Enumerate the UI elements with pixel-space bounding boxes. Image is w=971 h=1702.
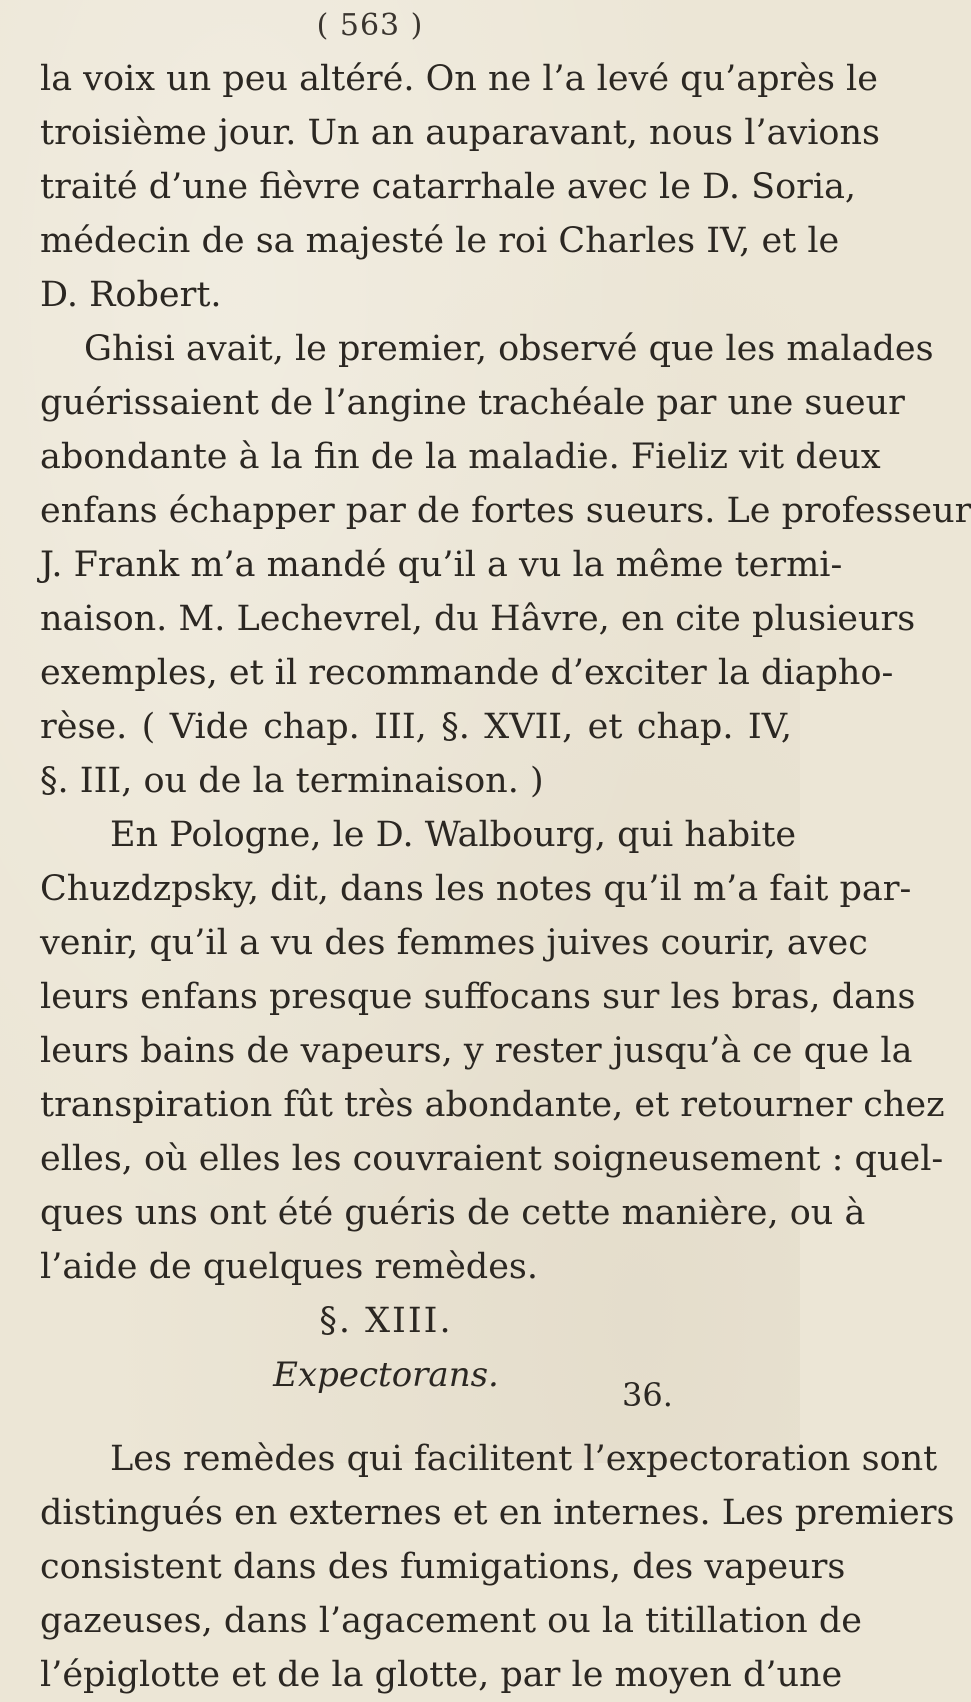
text-line: exemples, et il recommande d’exciter la diapho- (40, 653, 894, 693)
text-line: Chuzdzpsky, dit, dans les notes qu’il m’a fait par- (40, 869, 912, 909)
text-line: elles, où elles les couvraient soigneusement : quel- (40, 1139, 944, 1179)
text-line: consistent dans des fumigations, des vapeurs (40, 1547, 846, 1587)
paragraph-start-line: Ghisi avait, le premier, observé que les malades (84, 329, 934, 369)
text-line: l’aide de quelques remèdes. (40, 1247, 539, 1287)
text-line: leurs bains de vapeurs, y rester jusqu’à ce que la (40, 1031, 913, 1071)
page-number: ( 563 ) (316, 8, 424, 43)
text-line: guérissaient de l’angine trachéale par une sueur (40, 383, 905, 423)
text-line: enfans échapper par de fortes sueurs. Le professeur (40, 491, 971, 531)
paragraph-start-line: En Pologne, le D. Walbourg, qui habite (110, 815, 797, 855)
text-line: ques uns ont été guéris de cette manière, ou à (40, 1193, 866, 1233)
text-line: troisième jour. Un an auparavant, nous l’avions (40, 113, 880, 153)
section-heading: §. XIII. (319, 1301, 453, 1341)
text-line: J. Frank m’a mandé qu’il a vu la même termi- (40, 545, 843, 585)
text-line: §. III, ou de la terminaison. ) (40, 761, 544, 801)
text-line: rèse. ( Vide chap. III, §. XVII, et chap. IV, (40, 707, 792, 747)
text-line: abondante à la fin de la maladie. Fieliz vit deux (40, 437, 881, 477)
body-text (40, 52, 971, 1702)
text-line: D. Robert. (40, 275, 222, 315)
text-line: naison. M. Lechevrel, du Hâvre, en cite plusieurs (40, 599, 916, 639)
text-line: transpiration fût très abondante, et retourner chez (40, 1085, 945, 1125)
text-line: leurs enfans presque suffocans sur les bras, dans (40, 977, 916, 1017)
catchword: 36. (622, 1376, 673, 1414)
paragraph-start-line: Les remèdes qui facilitent l’expectoration sont (110, 1439, 938, 1479)
section-gap (40, 1410, 792, 1432)
text-line: traité d’une fièvre catarrhale avec le D. Soria, (40, 167, 857, 207)
text-line: distingués en externes et en internes. Les premiers (40, 1493, 955, 1533)
text-line: l’épiglotte et de la glotte, par le moyen d’une (40, 1655, 843, 1695)
section-subtitle: Expectorans. (273, 1355, 499, 1395)
text-line: la voix un peu altéré. On ne l’a levé qu’après le (40, 59, 878, 99)
text-line: gazeuses, dans l’agacement ou la titillation de (40, 1601, 862, 1641)
text-line: médecin de sa majesté le roi Charles IV, et le (40, 221, 840, 261)
text-line: venir, qu’il a vu des femmes juives courir, avec (40, 923, 868, 963)
